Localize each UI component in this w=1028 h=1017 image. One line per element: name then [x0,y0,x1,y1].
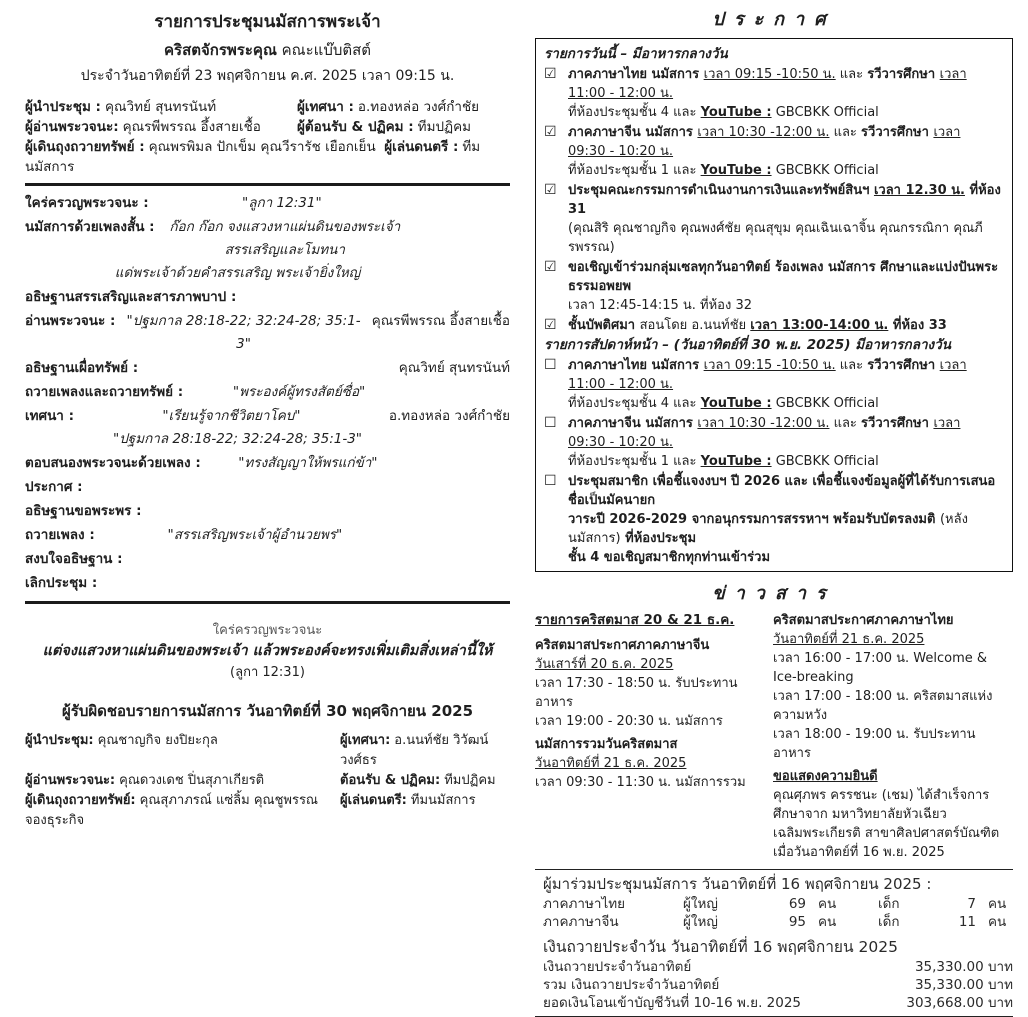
announcements-title: ประกาศ [712,9,836,30]
roles-row [25,771,510,791]
role-musicians-value: ทีมนมัสการ [25,139,481,175]
roles-today [25,97,510,177]
announcement-item: ☑ ชั้นบัพติศมา สอนโดย อ.นนท์ชัย เวลา 13:00-14:00 น. ที่ห้อง 33 [544,317,947,333]
attendance-row: ภาคภาษาจีน ผู้ใหญ่ 95 คน เด็ก 11 คน [543,914,1007,930]
page-title: รายการประชุมนมัสการพระเจ้า [154,12,381,32]
program-item: นมัสการด้วยเพลงสั้น : ก๊อก ก๊อก จงแสวงหาแผ่นดินของพระเจ้า สรรเสริญและโมทนา แด่พระเจ้าด้วยคำสรรเสริญ พระเจ้ายิ่งใหญ่ [25,219,401,281]
attendance-section [535,874,1013,1012]
today-program-header: รายการวันนี้ – มีอาหารกลางวัน [544,46,728,62]
joint-christmas-worship-header: นมัสการรวมวันคริสตมาส [535,737,678,752]
checkbox-checked-icon: ☑ [544,259,557,275]
divider-rule [25,601,510,604]
roles-row [25,97,510,117]
announcements-column [535,4,1013,1017]
program-item: อธิษฐานสรรเสริญและสารภาพบาป : [25,289,237,305]
checkbox-checked-icon: ☑ [544,124,557,140]
announcements-box [535,38,1013,572]
roles-row [25,731,510,771]
role-ushers: ผู้ต้อนรับ & ปฏิคม : ทีมปฏิคม [297,119,472,135]
roles-row [25,137,510,177]
roles-row [25,117,510,137]
event-line: เวลา 17:30 - 18:50 น. รับประทานอาหาร [535,676,738,710]
announcement-item: ☐ ภาคภาษาจีน นมัสการ เวลา 10:30 -12:00 น. และ รวีวารศึกษา เวลา 09:30 - 10:20 น. ที่ห้องประชุมชั้น 1 และ YouTube : GBCBKK Official [544,415,961,469]
divider-rule [535,869,1013,870]
offering-header: เงินถวายประจำวัน วันอาทิตย์ที่ 16 พฤศจิกายน 2025 [543,938,898,956]
role-offering-bearers: ผู้เดินถุงถวายทรัพย์: คุณสุภาภรณ์ แซ่ลิ้ม คุณชูพรรณ จองธุระกิจ [25,793,318,828]
role-musicians-label: ผู้เล่นดนตรี : [384,139,459,155]
role-leader: ผู้นำประชุม : คุณวิทย์ สุนทรนันท์ [25,99,217,115]
program-item: สงบใจอธิษฐาน : [25,551,123,567]
order-of-worship [25,192,510,595]
church-name: คริสตจักรพระคุณ [164,41,277,59]
role-preacher: ผู้เทศนา : อ.ทองหล่อ วงศ์กำชัย [297,99,480,115]
divider-rule [25,183,510,186]
program-item: อธิษฐานขอพระพร : [25,503,142,519]
next-week-program-header: รายการสัปดาห์หน้า – (วันอาทิตย์ที่ 30 พ.ย. 2025) มีอาหารกลางวัน [544,337,951,353]
role-preacher: ผู้เทศนา: อ.นนท์ชัย วิวัฒน์วงศ์ธร [340,733,489,768]
thai-christmas-header: คริสตมาสประกาศภาคภาษาไทย [773,613,954,628]
program-item: เทศนา : "เรียนรู้จากชีวิตยาโคบ" อ.ทองหล่อ วงศ์กำชัย "ปฐมกาล 28:18-22; 32:24-28; 35:1-3" [25,408,510,447]
chinese-christmas-header: คริสตมาสประกาศภาคภาษาจีน [535,638,710,653]
church-name-line [25,38,510,62]
program-item: เลิกประชุม : [25,575,98,591]
program-item: อธิษฐานเผื่อทรัพย์ : คุณวิทย์ สุนทรนันท์ [25,360,510,376]
memory-verse-reference: (ลูกา 12:31) [230,665,305,680]
offering-row: รวม เงินถวายประจำวันอาทิตย์ 35,330.00 บาท [543,977,1013,993]
checkbox-checked-icon: ☑ [544,317,557,333]
announcement-item: ☐ ประชุมสมาชิก เพื่อชี้แจงงบฯ ปี 2026 และ เพื่อชี้แจงข้อมูลผู้ที่ได้รับการเสนอชื่อเป็นมัคนายก วาระปี 2026-2029 จากอนุกรรมการสรรหาฯ พร้อมรับบัตรลงมติ (หลังนมัสการ) ที่ห้องประชุม ชั้น 4 ขอเชิญสมาชิกทุกท่านเข้าร่วม [544,473,996,565]
congratulations-text: คุณศุภพร ครรชนะ (เชม) ได้สำเร็จการศึกษาจาก มหาวิทยาลัยหัวเฉียวเฉลิมพระเกียรติ สาขาศิลปศาสตร์บัณฑิต เมื่อวันอาทิตย์ที่ 16 พ.ย. 2025 [773,788,1000,860]
offering-row: เงินถวายประจำวันอาทิตย์ 35,330.00 บาท [543,959,1013,975]
memory-verse-text: แต่จงแสวงหาแผ่นดินของพระเจ้า แล้วพระองค์จะทรงเพิ่มเติมสิ่งเหล่านี้ให้ [42,643,493,659]
program-item: ประกาศ : [25,479,83,495]
announcement-item: ☑ ขอเชิญเข้าร่วมกลุ่มเซลทุกวันอาทิตย์ ร้องเพลง นมัสการ ศึกษาและแบ่งปันพระธรรมอพยพ เวลา 12:45-14:15 น. ที่ห้อง 32 [544,259,999,313]
roles-row [25,791,510,831]
program-item: ถวายเพลงและถวายทรัพย์ : "พระองค์ผู้ทรงสัตย์ซื่อ" [25,384,366,400]
event-line: เวลา 09:30 - 11:30 น. นมัสการรวม [535,775,746,790]
worship-program-column [25,8,510,831]
role-musicians: ผู้เล่นดนตรี: ทีมนมัสการ [340,793,476,808]
announcement-item: ☑ ภาคภาษาจีน นมัสการ เวลา 10:30 -12:00 น. และ รวีวารศึกษา เวลา 09:30 - 10:20 น. ที่ห้องประชุมชั้น 1 และ YouTube : GBCBKK Official [544,124,961,178]
role-scripture-reader: ผู้อ่านพระวจนะ: คุณรพีพรรณ อึ้งสายเชื้อ [25,119,261,135]
role-ushers: ต้อนรับ & ปฏิคม: ทีมปฏิคม [340,773,496,788]
event-line: เวลา 19:00 - 20:30 น. นมัสการ [535,714,723,729]
role-offering-bearers: ผู้เดินถุงถวายทรัพย์ : คุณพรพิมล ปักเข็ม คุณวีรารัช เยือกเย็น ผู้เล่นดนตรี : ทีมนมัสการ [25,139,481,175]
church-denomination: คณะแบ๊บติสต์ [276,41,371,59]
event-date: วันอาทิตย์ที่ 21 ธ.ค. 2025 [535,756,687,771]
program-item: ใคร่ครวญพระวจนะ : "ลูกา 12:31" [25,195,322,211]
news-title: ข่าวสาร [712,583,836,604]
program-item: ถวายเพลง : "สรรเสริญพระเจ้าผู้อำนวยพร" [25,527,343,543]
program-item: ตอบสนองพระวจนะด้วยเพลง : "ทรงสัญญาให้พรแก่ข้า" [25,455,378,471]
news-right-column [773,611,1013,862]
service-date-line: ประจำวันอาทิตย์ที่ 23 พฤศจิกายน ค.ศ. 2025 เวลา 09:15 น. [80,68,455,84]
announcement-item: ☑ ประชุมคณะกรรมการดำเนินงานการเงินและทรัพย์สินฯ เวลา 12.30 น. ที่ห้อง 31 (คุณสิริ คุณชาญกิจ คุณพงศ์ชัย คุณสุขุม คุณเฉินเฉาจิ้น คุณกรรณิกา คุณภีรพรรณ) [544,182,1001,255]
role-scripture-reader: ผู้อ่านพระวจนะ: คุณดวงเดช ปิ่นสุภาเกียรติ [25,773,265,788]
christmas-program-header: รายการคริสตมาส 20 & 21 ธ.ค. [535,612,735,628]
checkbox-unchecked-icon: ☐ [544,473,557,489]
checkbox-checked-icon: ☑ [544,182,557,198]
next-week-title: ผู้รับผิดชอบรายการนมัสการ วันอาทิตย์ที่ 30 พฤศจิกายน 2025 [61,702,474,720]
checkbox-unchecked-icon: ☐ [544,357,557,373]
announcement-item: ☐ ภาคภาษาไทย นมัสการ เวลา 09:15 -10:50 น. และ รวีวารศึกษา เวลา 11:00 - 12:00 น. ที่ห้องประชุมชั้น 4 และ YouTube : GBCBKK Official [544,357,967,411]
event-date: วันอาทิตย์ที่ 21 ธ.ค. 2025 [773,632,925,647]
memory-verse-caption: ใคร่ครวญพระวจนะ [212,623,323,638]
congratulations-header: ขอแสดงความยินดี [773,769,878,784]
news-christmas-schedule [535,611,773,862]
news-section [535,578,1013,862]
next-week-roles [25,699,510,831]
event-line: เวลา 18:00 - 19:00 น. รับประทานอาหาร [773,727,976,761]
event-line: เวลา 16:00 - 17:00 น. Welcome & Ice-breaking [773,651,988,685]
checkbox-unchecked-icon: ☐ [544,415,557,431]
attendance-row: ภาคภาษาไทย ผู้ใหญ่ 69 คน เด็ก 7 คน [543,896,1007,912]
attendance-header: ผู้มาร่วมประชุมนมัสการ วันอาทิตย์ที่ 16 พฤศจิกายน 2025 : [543,875,932,893]
event-line: เวลา 17:00 - 18:00 น. คริสตมาสแห่งความหวัง [773,689,993,723]
role-leader: ผู้นำประชุม: คุณชาญกิจ ยงปิยะกุล [25,733,218,748]
offering-row: ยอดเงินโอนเข้าบัญชีวันที่ 10-16 พ.ย. 2025 303,668.00 บาท [543,995,1013,1011]
program-item: อ่านพระวจนะ : "ปฐมกาล 28:18-22; 32:24-28; 35:1-3" คุณรพีพรรณ อึ้งสายเชื้อ [25,313,510,352]
checkbox-checked-icon: ☑ [544,66,557,82]
announcement-item: ☑ ภาคภาษาไทย นมัสการ เวลา 09:15 -10:50 น. และ รวีวารศึกษา เวลา 11:00 - 12:00 น. ที่ห้องประชุมชั้น 4 และ YouTube : GBCBKK Official [544,66,967,120]
memory-verse [25,620,510,683]
event-date: วันเสาร์ที่ 20 ธ.ค. 2025 [535,657,674,672]
